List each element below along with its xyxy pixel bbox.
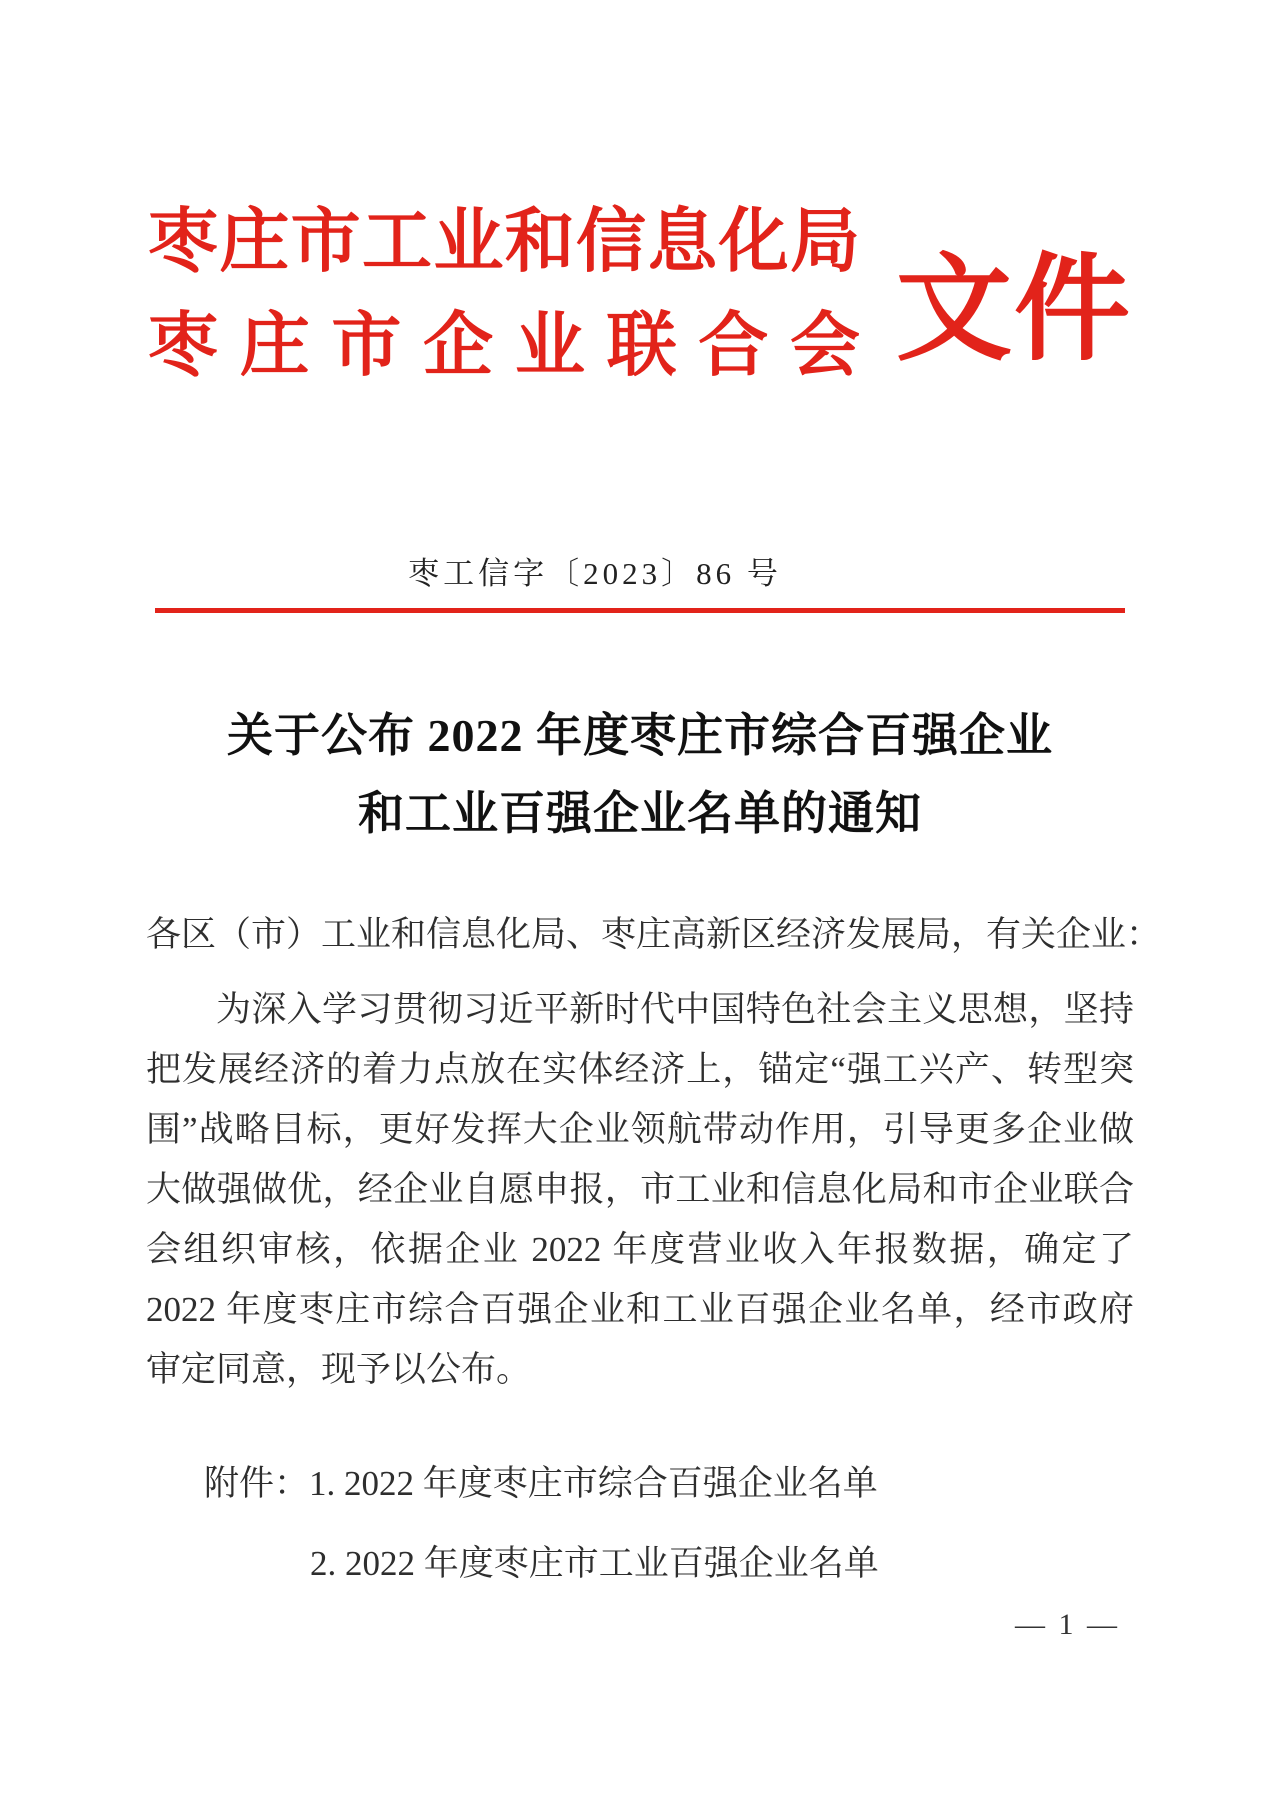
title-line-1: 关于公布 2022 年度枣庄市综合百强企业 <box>227 710 1053 761</box>
red-separator-line <box>155 608 1125 613</box>
attachments-section <box>204 1460 1280 1588</box>
org-name-line-2: 枣庄市企业联合会 <box>148 308 860 385</box>
main-paragraph: 为深入学习贯彻习近平新时代中国特色社会主义思想，坚持把发展经济的着力点放在实体经济上，锚定“强工兴产、转型突围”战略目标，更好发挥大企业领航带动作用，引导更多企业做大做强做优，经企业自愿申报，市工业和信息化局和市企业联合会组织审核，依据企业 2022 年度营业收入年报数据，确定了 2022 年度枣庄市综合百强企业和工业百强企业名单，经市政府审定同意，现予以公布。 <box>146 990 1134 1389</box>
attachment-item-1: 1. 2022 年度枣庄市综合百强企业名单 <box>309 1464 878 1503</box>
document-number: 枣工信字〔2023〕86 号 <box>408 556 782 591</box>
org-name-line-1: 枣庄市工业和信息化局 <box>148 204 860 281</box>
title-line-2: 和工业百强企业名单的通知 <box>358 788 922 839</box>
attachments-label: 附件： <box>204 1464 310 1503</box>
salutation-line: 各区（市）工业和信息化局、枣庄高新区经济发展局，有关企业： <box>146 915 1162 954</box>
document-body <box>146 905 1162 1400</box>
attachment-row-2 <box>204 1540 1280 1588</box>
issuing-org-names <box>148 198 860 392</box>
page-number: — 1 — <box>1015 1608 1120 1641</box>
document-type-label: 文件 <box>896 247 1132 375</box>
letterhead <box>148 198 1132 392</box>
document-title <box>0 697 1280 853</box>
attachment-item-2: 2. 2022 年度枣庄市工业百强企业名单 <box>310 1544 879 1583</box>
attachment-row-1 <box>204 1460 1280 1508</box>
